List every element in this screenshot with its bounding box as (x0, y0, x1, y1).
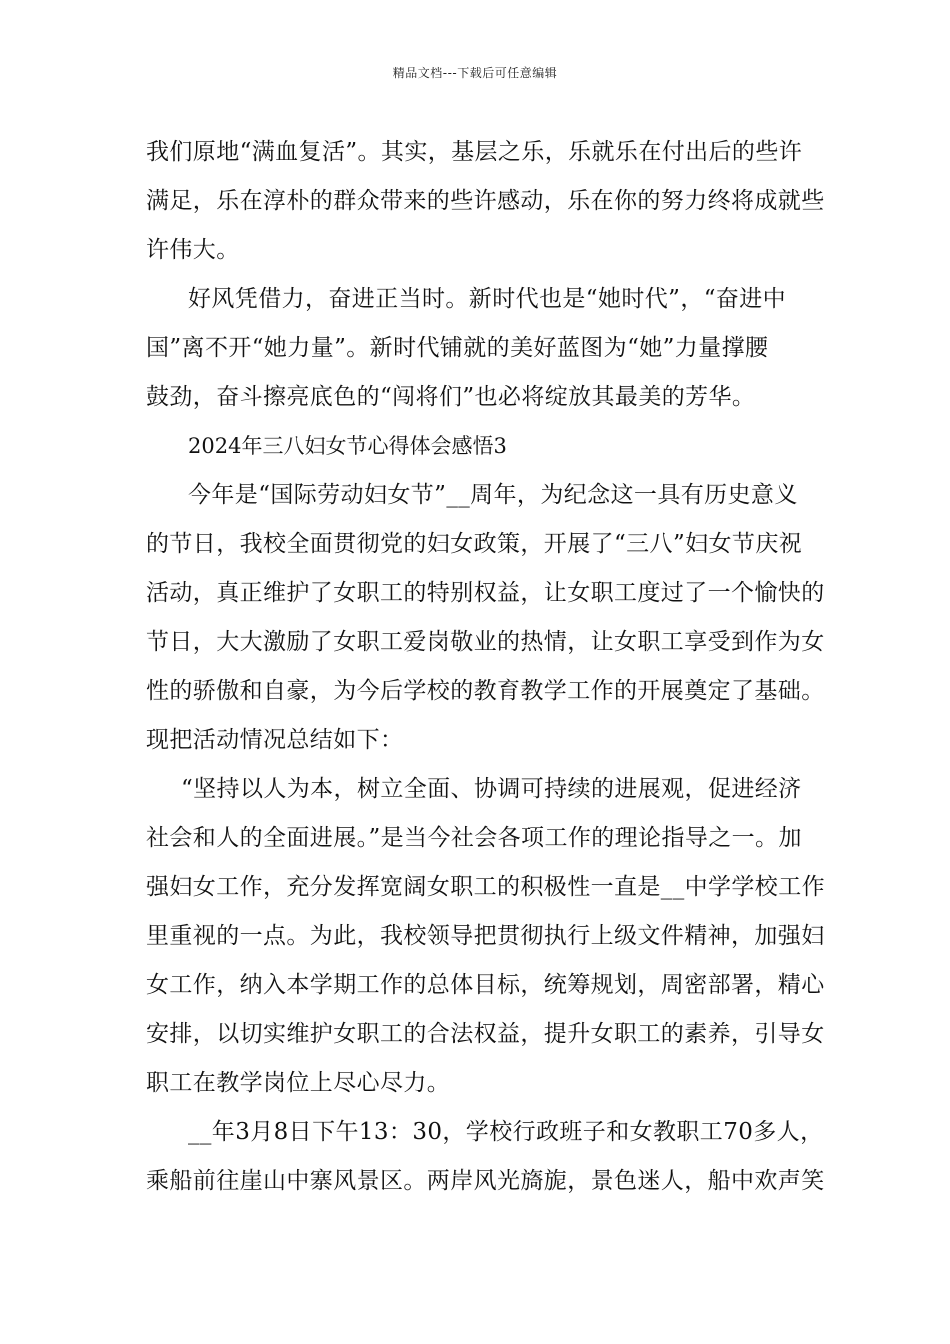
text-line: 里重视的一点。为此，我校领导把贯彻执行上级文件精神，加强妇 (146, 923, 825, 949)
page-header: 精品文档---下载后可任意编辑 (392, 66, 558, 80)
text-line: 鼓劲，奋斗擦亮底色的“闯将们”也必将绽放其最美的芳华。 (146, 384, 756, 410)
text-line: 安排，以切实维护女职工的合法权益，提升女职工的素养，引导女 (146, 1021, 825, 1047)
text-line: 今年是“国际劳动妇女节”__周年，为纪念这一具有历史意义 (188, 482, 798, 508)
text-line: 节日，大大激励了女职工爱岗敬业的热情，让女职工享受到作为女 (146, 629, 825, 655)
section-heading: 2024年三八妇女节心得体会感悟3 (188, 434, 507, 458)
text-line: 许伟大。 (146, 237, 240, 263)
text-line: 社会和人的全面进展。”是当今社会各项工作的理论指导之一。加 (146, 825, 802, 851)
text-line: 活动，真正维护了女职工的特别权益，让女职工度过了一个愉快的 (146, 580, 825, 606)
text-line: 强妇女工作，充分发挥宽阔女职工的积极性一直是__中学学校工作 (146, 874, 825, 900)
text-line: 好风凭借力，奋进正当时。新时代也是“她时代”，“奋进中 (188, 286, 787, 312)
text-line: 现把活动情况总结如下： (146, 727, 404, 753)
text-line: 女工作，纳入本学期工作的总体目标，统筹规划，周密部署，精心 (146, 972, 825, 998)
text-line: __年3月8日下午13：30，学校行政班子和女教职工70多人， (188, 1119, 824, 1145)
text-line: 的节日，我校全面贯彻党的妇女政策，开展了“三八”妇女节庆祝 (146, 531, 803, 557)
text-line: 国”离不开“她力量”。新时代铺就的美好蓝图为“她”力量撑腰 (146, 335, 769, 361)
text-line: 职工在教学岗位上尽心尽力。 (146, 1070, 451, 1096)
document-body (146, 128, 825, 1206)
text-line: “坚持以人为本，树立全面、协调可持续的进展观，促进经济 (181, 776, 802, 802)
text-line: 我们原地“满血复活”。其实，基层之乐，乐就乐在付出后的些许 (146, 139, 803, 165)
text-line: 性的骄傲和自豪，为今后学校的教育教学工作的开展奠定了基础。 (146, 678, 825, 704)
text-line: 乘船前往崖山中寨风景区。两岸风光旖旎，景色迷人，船中欢声笑 (146, 1168, 825, 1194)
text-line: 满足，乐在淳朴的群众带来的些许感动，乐在你的努力终将成就些 (146, 188, 825, 214)
